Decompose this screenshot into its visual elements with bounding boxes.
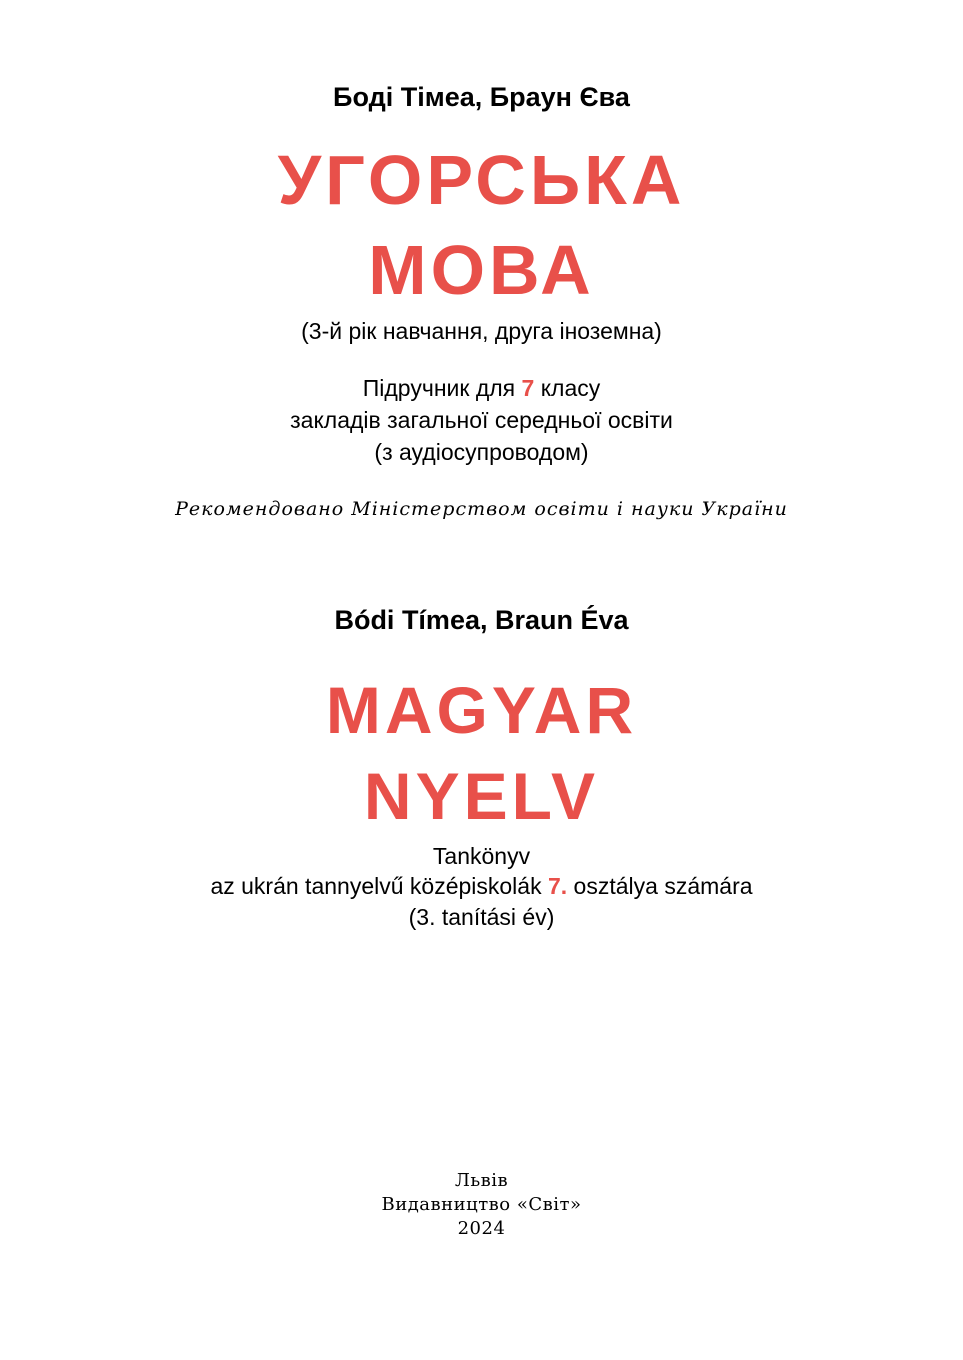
hu-title-line1: MAGYAR bbox=[325, 673, 638, 747]
imprint-year: 2024 bbox=[457, 1218, 506, 1239]
hu-book-type: Tankönyv bbox=[432, 843, 531, 869]
hu-authors: Bódi Tímea, Braun Éva bbox=[334, 605, 629, 635]
ua-title-line1: УГОРСЬКА bbox=[277, 141, 686, 219]
ua-grade: 7 bbox=[521, 375, 535, 401]
hu-schools-suffix: osztálya számára bbox=[567, 873, 753, 899]
ua-authors: Боді Тімеа, Браун Єва bbox=[333, 82, 630, 112]
ua-year-note: (3-й рік навчання, друга іноземна) bbox=[301, 318, 662, 344]
ua-title-line2: МОВА bbox=[368, 231, 595, 309]
hu-title-line2: NYELV bbox=[363, 759, 600, 833]
hu-schools-line bbox=[0, 873, 963, 900]
imprint-city: Львів bbox=[454, 1170, 509, 1191]
ua-audio: (з аудіосупроводом) bbox=[374, 439, 589, 465]
ua-recommendation: Рекомендовано Міністерством освіти і науки України bbox=[175, 498, 788, 520]
ua-textbook-prefix: Підручник для bbox=[362, 375, 522, 401]
hu-year-note: (3. tanítási év) bbox=[408, 904, 555, 930]
imprint-publisher: Видавництво «Світ» bbox=[381, 1194, 582, 1215]
hu-schools-prefix: az ukrán tannyelvű középiskolák bbox=[210, 873, 548, 899]
ua-textbook-line bbox=[0, 375, 963, 402]
ua-textbook-suffix: класу bbox=[534, 375, 601, 401]
hu-grade: 7. bbox=[547, 873, 568, 899]
ua-schools: закладів загальної середньої освіти bbox=[290, 407, 673, 433]
